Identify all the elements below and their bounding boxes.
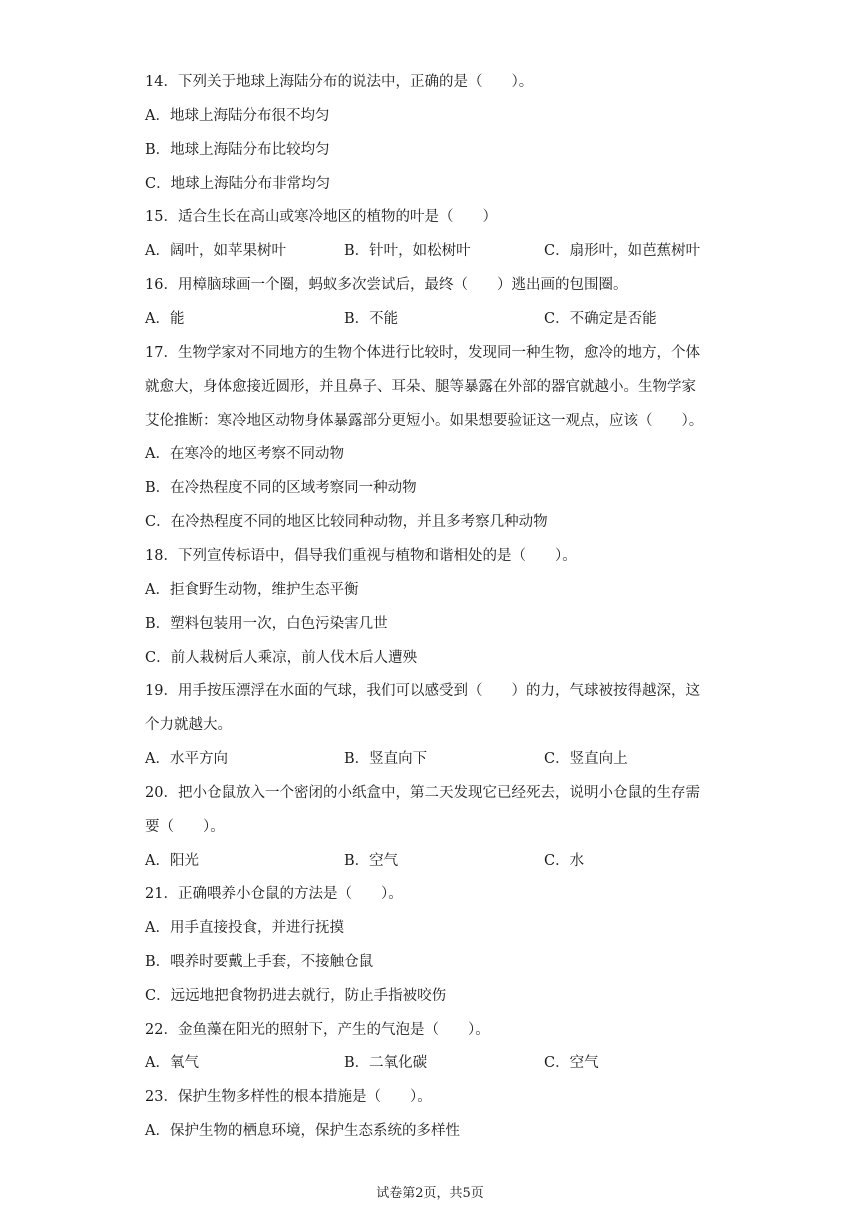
- question-14-option-a: A．地球上海陆分布很不均匀: [145, 108, 330, 124]
- question-21-option-c: C．远远地把食物扔进去就行，防止手指被咬伤: [145, 988, 447, 1004]
- question-20-option-c: C．水: [544, 853, 585, 869]
- question-14-option-b: B．地球上海陆分布比较均匀: [145, 142, 330, 158]
- question-19-options: [145, 749, 745, 769]
- question-20-option-a: A．阳光: [145, 853, 199, 869]
- question-20-stem-line-2: 要（ ）。: [145, 819, 225, 835]
- question-17-stem-line-2: 就愈大，身体愈接近圆形，并且鼻子、耳朵、腿等暴露在外部的器官就越小。生物学家: [145, 379, 696, 395]
- question-22-option-c: C．空气: [544, 1055, 599, 1071]
- question-23-option-a: A．保护生物的栖息环境，保护生态系统的多样性: [145, 1123, 460, 1139]
- question-15-options: [145, 241, 745, 261]
- question-15-option-b: B．针叶，如松树叶: [344, 243, 471, 259]
- question-16-option-c: C．不确定是否能: [544, 311, 657, 327]
- question-22-option-a: A．氧气: [145, 1055, 199, 1071]
- question-18-option-c: C．前人栽树后人乘凉，前人伐木后人遭殃: [145, 650, 418, 666]
- question-21-stem: 21．正确喂养小仓鼠的方法是（ ）。: [145, 886, 403, 902]
- question-17-stem-line-3: 艾伦推断：寒冷地区动物身体暴露部分更短小。如果想要验证这一观点，应该（ ）。: [145, 413, 704, 429]
- question-15-option-a: A．阔叶，如苹果树叶: [145, 243, 286, 259]
- question-19-option-a: A．水平方向: [145, 751, 228, 767]
- question-16-option-b: B．不能: [344, 311, 399, 327]
- question-19-option-c: C．竖直向上: [544, 751, 628, 767]
- question-19-stem-line-1: 19．用手按压漂浮在水面的气球，我们可以感受到（ ）的力，气球被按得越深，这: [145, 683, 700, 699]
- page-footer: 试卷第2页，共5页: [376, 1186, 484, 1201]
- question-16-stem: 16．用樟脑球画一个圈，蚂蚁多次尝试后，最终（ ）逃出画的包围圈。: [145, 277, 628, 293]
- question-15-stem: 15．适合生长在高山或寒冷地区的植物的叶是（ ）: [145, 209, 497, 225]
- question-22-options: [145, 1053, 745, 1073]
- question-18-option-a: A．拒食野生动物，维护生态平衡: [145, 582, 359, 598]
- question-14-stem: 14．下列关于地球上海陆分布的说法中，正确的是（ ）。: [145, 74, 534, 90]
- question-18-stem: 18．下列宣传标语中，倡导我们重视与植物和谐相处的是（ ）。: [145, 548, 577, 564]
- question-17-option-b: B．在冷热程度不同的区域考察同一种动物: [145, 480, 417, 496]
- question-17-option-c: C．在冷热程度不同的地区比较同种动物，并且多考察几种动物: [145, 514, 548, 530]
- question-14-option-c: C．地球上海陆分布非常均匀: [145, 176, 331, 192]
- question-16-option-a: A．能: [145, 311, 185, 327]
- question-17-stem-line-1: 17．生物学家对不同地方的生物个体进行比较时，发现同一种生物，愈冷的地方，个体: [145, 345, 700, 361]
- question-17-option-a: A．在寒冷的地区考察不同动物: [145, 446, 344, 462]
- question-16-options: [145, 309, 745, 329]
- question-20-stem-line-1: 20．把小仓鼠放入一个密闭的小纸盒中，第二天发现它已经死去，说明小仓鼠的生存需: [145, 785, 700, 801]
- question-19-stem-line-2: 个力就越大。: [145, 717, 232, 733]
- question-22-option-b: B．二氧化碳: [344, 1055, 428, 1071]
- question-20-options: [145, 851, 745, 871]
- question-20-option-b: B．空气: [344, 853, 399, 869]
- question-19-option-b: B．竖直向下: [344, 751, 428, 767]
- question-22-stem: 22．金鱼藻在阳光的照射下，产生的气泡是（ ）。: [145, 1022, 490, 1038]
- question-21-option-b: B．喂养时要戴上手套，不接触仓鼠: [145, 954, 374, 970]
- question-18-option-b: B．塑料包装用一次，白色污染害几世: [145, 616, 388, 632]
- question-23-stem: 23．保护生物多样性的根本措施是（ ）。: [145, 1089, 432, 1105]
- question-15-option-c: C．扇形叶，如芭蕉树叶: [544, 243, 701, 259]
- question-21-option-a: A．用手直接投食，并进行抚摸: [145, 920, 344, 936]
